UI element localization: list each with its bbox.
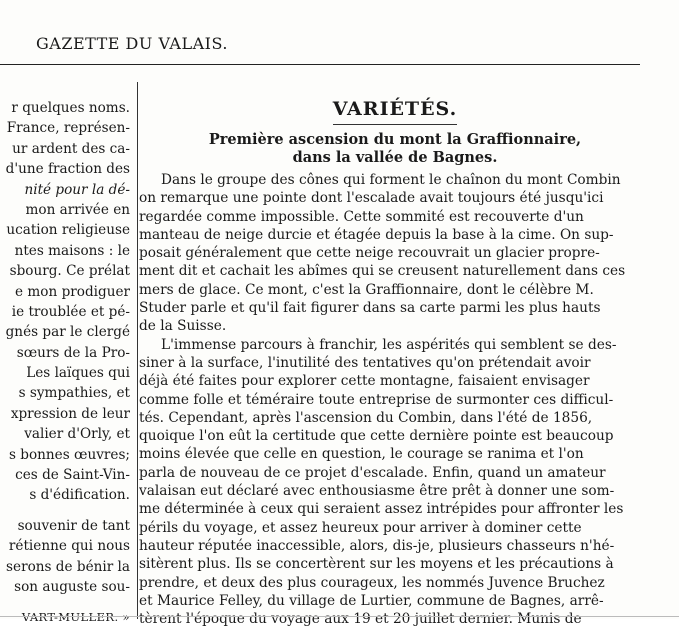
left-line: s bonnes œuvres; — [8, 446, 130, 463]
body-line: de la Suisse. — [139, 318, 227, 335]
body-line: tèrent l'époque du voyage aux 19 et 20 juillet dernier. Munis de — [139, 611, 582, 628]
article-body — [139, 171, 651, 628]
body-line: on remarque une pointe dont l'escalade avait toujours été jusqu'ici — [139, 190, 604, 207]
left-line: xpression de leur — [10, 405, 130, 422]
body-line: siner à la surface, l'inutilité des tentatives qu'on prétendait avoir — [139, 354, 591, 371]
article-column — [139, 96, 651, 628]
section-title-rule — [333, 124, 457, 125]
header-rule — [0, 64, 640, 65]
left-line: sbourg. Ce prélat — [9, 263, 130, 280]
section-title: VARIÉTÉS. — [332, 98, 458, 120]
body-line: sitèrent plus. Ils se concertèrent sur les moyens et les précautions à — [139, 556, 614, 573]
left-line: ucation religieuse — [6, 222, 130, 239]
left-line: e mon prodiguer — [15, 283, 130, 300]
left-line: ces de Saint-Vin- — [15, 467, 130, 484]
bottom-edge — [0, 616, 679, 617]
left-line: ur ardent des ca- — [12, 140, 130, 157]
headline-line: dans la vallée de Bagnes. — [292, 149, 498, 166]
body-line: parla de nouveau de ce projet d'escalade. Enfin, quand un amateur — [139, 464, 606, 481]
left-line: d'une fraction des — [5, 161, 130, 178]
column-divider — [137, 82, 138, 619]
body-line: comme folle et téméraire toute entreprise de surmonter ces difficul- — [139, 391, 614, 408]
left-line: nité pour la dé- — [24, 181, 130, 198]
left-line: ntes maisons : le — [14, 242, 130, 259]
headline-line: Première ascension du mont la Graffionnaire, — [208, 131, 582, 148]
body-line: posait généralement que cette neige recouvrait un glacier propre- — [139, 245, 600, 262]
body-line: périls du voyage, et assez heureux pour arriver à dominer cette — [139, 519, 582, 536]
signature: VART-MULLER. » — [21, 610, 130, 625]
left-line: son auguste sou- — [14, 578, 130, 595]
left-line: France, représen- — [6, 120, 130, 137]
left-line: Les laïques qui — [26, 365, 130, 382]
body-line: moins élevée que celle en question, le courage se ranima et l'on — [139, 446, 584, 463]
body-line: prendre, et deux des plus courageux, les nommés Juvence Bruchez — [139, 574, 605, 591]
body-line: Dans le groupe des cônes qui forment le chaînon du mont Combin — [161, 172, 621, 188]
left-line: valier d'Orly, et — [24, 426, 130, 443]
left-line: sœurs de la Pro- — [16, 344, 130, 361]
article-headline — [139, 131, 651, 167]
left-line: gnés par le clergé — [5, 324, 130, 341]
body-line: ment dit et cachait les abîmes qui se creusent naturellement dans ces — [139, 263, 626, 280]
body-line: et Maurice Felley, du village de Lurtier, commune de Bagnes, arrê- — [139, 592, 604, 609]
body-line: déjà été faites pour explorer cette montagne, faisaient envisager — [139, 373, 590, 390]
body-line: manteau de neige durcie et étagée depuis la base à la cime. On sup- — [139, 226, 614, 243]
body-line: quoique l'on eût la certitude que cette dernière pointe est beaucoup — [139, 428, 614, 445]
left-line: s d'édification. — [29, 487, 130, 504]
body-line: hauteur réputée inaccessible, alors, dis-je, plusieurs chasseurs n'hé- — [139, 537, 615, 554]
masthead: GAZETTE DU VALAIS. — [36, 34, 228, 53]
paragraph-gap — [0, 597, 130, 607]
left-line: ie troublée et pé- — [11, 303, 130, 320]
body-line: tés. Cependant, après l'ascension du Combin, dans l'été de 1856, — [139, 409, 593, 426]
left-line: serons de bénir la — [6, 558, 130, 575]
body-line: mers de glace. Ce mont, c'est la Graffionnaire, dont le célèbre M. — [139, 281, 594, 298]
body-line: me déterminée à ceux qui seraient assez intrépides pour affronter les — [139, 501, 624, 518]
body-line: regardée comme impossible. Cette sommité est recouverte d'un — [139, 208, 584, 225]
body-line: L'immense parcours à franchir, les aspérités qui semblent se des- — [161, 336, 617, 353]
body-line: valaisan eut déclaré avec enthousiasme être prêt à donner une som- — [139, 483, 615, 500]
body-line: Studer parle et qu'il fait figurer dans sa carte parmi les plus hauts — [139, 300, 601, 317]
left-line: r quelques noms. — [11, 100, 130, 116]
left-line: s sympathies, et — [18, 385, 130, 402]
left-line: mon arrivée en — [25, 201, 130, 218]
left-line: rétienne qui nous — [8, 538, 130, 555]
paragraph-gap — [0, 506, 130, 516]
left-line: souvenir de tant — [17, 517, 130, 534]
left-column-fragment — [0, 98, 130, 628]
